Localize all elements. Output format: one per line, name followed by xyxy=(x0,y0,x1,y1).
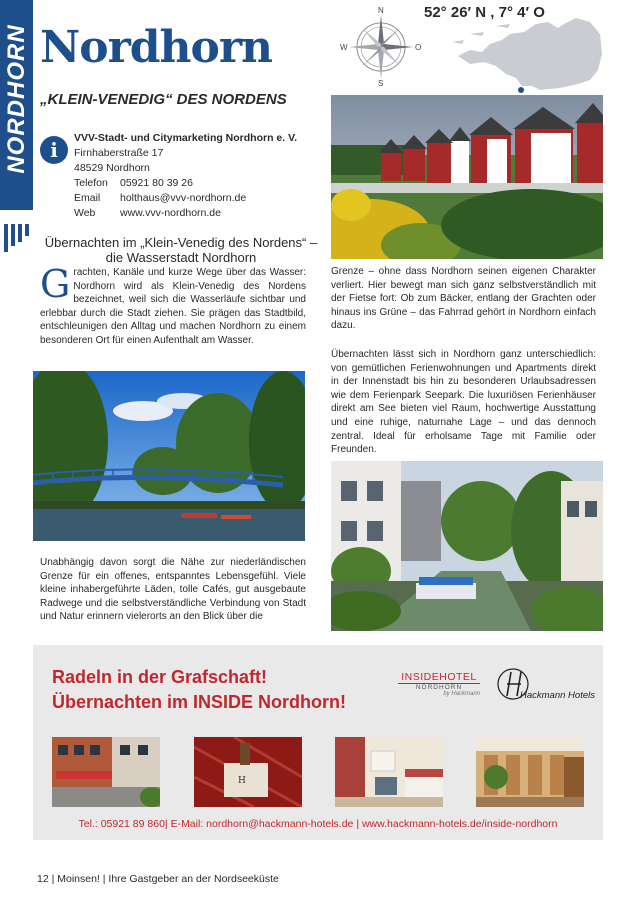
info-icon: i xyxy=(40,136,68,164)
inside-hotel-logo xyxy=(398,671,480,697)
page-footer: 12 | Moinsen! | Ihre Gastgeber an der Nordseeküste xyxy=(37,873,279,885)
compass-w: W xyxy=(340,43,348,52)
contact-block xyxy=(74,131,297,221)
ad-headline-2: Übernachten im INSIDE Nordhorn! xyxy=(52,692,347,712)
contact-phone[interactable]: 05921 80 39 26 xyxy=(120,177,193,189)
paragraph-cycling: Grenze – ohne dass Nordhorn seinen eigenen Charakter verliert. Hier bewegt man sich ganz selbstverständlich mit der Fietse fort: Ob zum Bäcker, entlang der Grachten oder hinaus ins Grüne – das Fahrrad gehört in Nordhorn einfach dazu. xyxy=(331,266,596,332)
web-label: Web xyxy=(74,207,96,219)
drop-cap: G xyxy=(40,262,71,306)
hackmann-logo-text: Hackmann Hotels xyxy=(520,690,595,701)
coordinates: 52° 26′ N , 7° 4′ O xyxy=(424,4,545,21)
paragraph-border: Unabhängig davon sorgt die Nähe zur niederländischen Grenze für ein offenes, entspanntes Lebensgefühl. Viele kleine inhabergeführte Läden, tolle Cafés, gut ausgebaute Radwege und die selbstverständliche Verbindung von Stadt und Natur erinnern vielerorts an den Blick über die xyxy=(40,557,306,623)
phone-label: Telefon xyxy=(74,177,108,189)
compass-n: N xyxy=(378,6,384,15)
ad-photo-lobby xyxy=(476,737,584,807)
decor-bar xyxy=(18,224,22,242)
region-map xyxy=(440,14,606,94)
compass-s: S xyxy=(378,79,384,86)
ad-photo-wine xyxy=(194,737,302,807)
ad-contact-line[interactable]: Tel.: 05921 89 860| E-Mail: nordhorn@hackmann-hotels.de | www.hackmann-hotels.de/inside-nordhorn xyxy=(78,818,558,830)
photo-canal-boat xyxy=(331,461,603,631)
paragraph-accommodation: Übernachten lässt sich in Nordhorn ganz unterschiedlich: von gemütlichen Ferienwohnungen und Apartments direkt in der Innenstadt bis hin zu besonderen Urlaubsadressen wie dem Ferienpark Seepark. Die luxuriösen Ferienhäuser direkt am See bieten viel Raum, hochwertige Ausstattung und eine ruhige, naturnahe Lage – und das dennoch zentral. Ideal für erholsame Tage mit Familie oder Freunden. xyxy=(331,349,596,456)
ad-photo-facade xyxy=(52,737,160,807)
paragraph-intro: Grachten, Kanäle und kurze Wege über das Wasser: Nordhorn wird als Klein-Venedig des Nordens bezeichnet, weil sich die Wasserläufe sichtbar und erlebbar durch die Stadt ziehen. Sie prägen das Stadtbild, entschleunigen den Alltag und machen Nordhorn zu einem besonderen Ort für einen Aufenthalt am Wasser. xyxy=(40,262,306,346)
photo-blue-bridge xyxy=(33,371,305,541)
inside-logo-by: by Hackmann xyxy=(443,691,480,697)
inside-logo-sub: NORDHORN xyxy=(415,684,463,691)
contact-web[interactable]: www.vvv-nordhorn.de xyxy=(120,207,221,219)
contact-city: 48529 Nordhorn xyxy=(74,162,150,174)
page-subtitle: „KLEIN-VENEDIG“ DES NORDENS xyxy=(40,91,287,108)
section-heading: Übernachten im „Klein-Venedig des Nordens“ – die Wasserstadt Nordhorn xyxy=(44,235,318,265)
location-marker xyxy=(518,87,524,93)
compass-o: O xyxy=(415,43,422,52)
inside-logo-main: INSIDEHOTEL xyxy=(398,671,480,684)
side-label: NORDHORN xyxy=(3,24,30,174)
decor-bar xyxy=(11,224,15,246)
contact-email[interactable]: holthaus@vvv-nordhorn.de xyxy=(120,192,247,204)
ad-headline: Radeln in der Grafschaft! xyxy=(52,667,268,687)
svg-text:H: H xyxy=(238,776,246,786)
compass-rose-icon xyxy=(340,4,422,86)
photo-lakeside-houses xyxy=(331,95,603,259)
ad-photo-room xyxy=(335,737,443,807)
decor-bar xyxy=(4,224,8,252)
decor-bar xyxy=(25,224,29,236)
contact-organization: VVV-Stadt- und Citymarketing Nordhorn e. V. xyxy=(74,132,298,144)
page-title: Nordhorn xyxy=(40,22,273,73)
email-label: Email xyxy=(74,192,101,204)
contact-street: Firnhaberstraße 17 xyxy=(74,147,164,159)
